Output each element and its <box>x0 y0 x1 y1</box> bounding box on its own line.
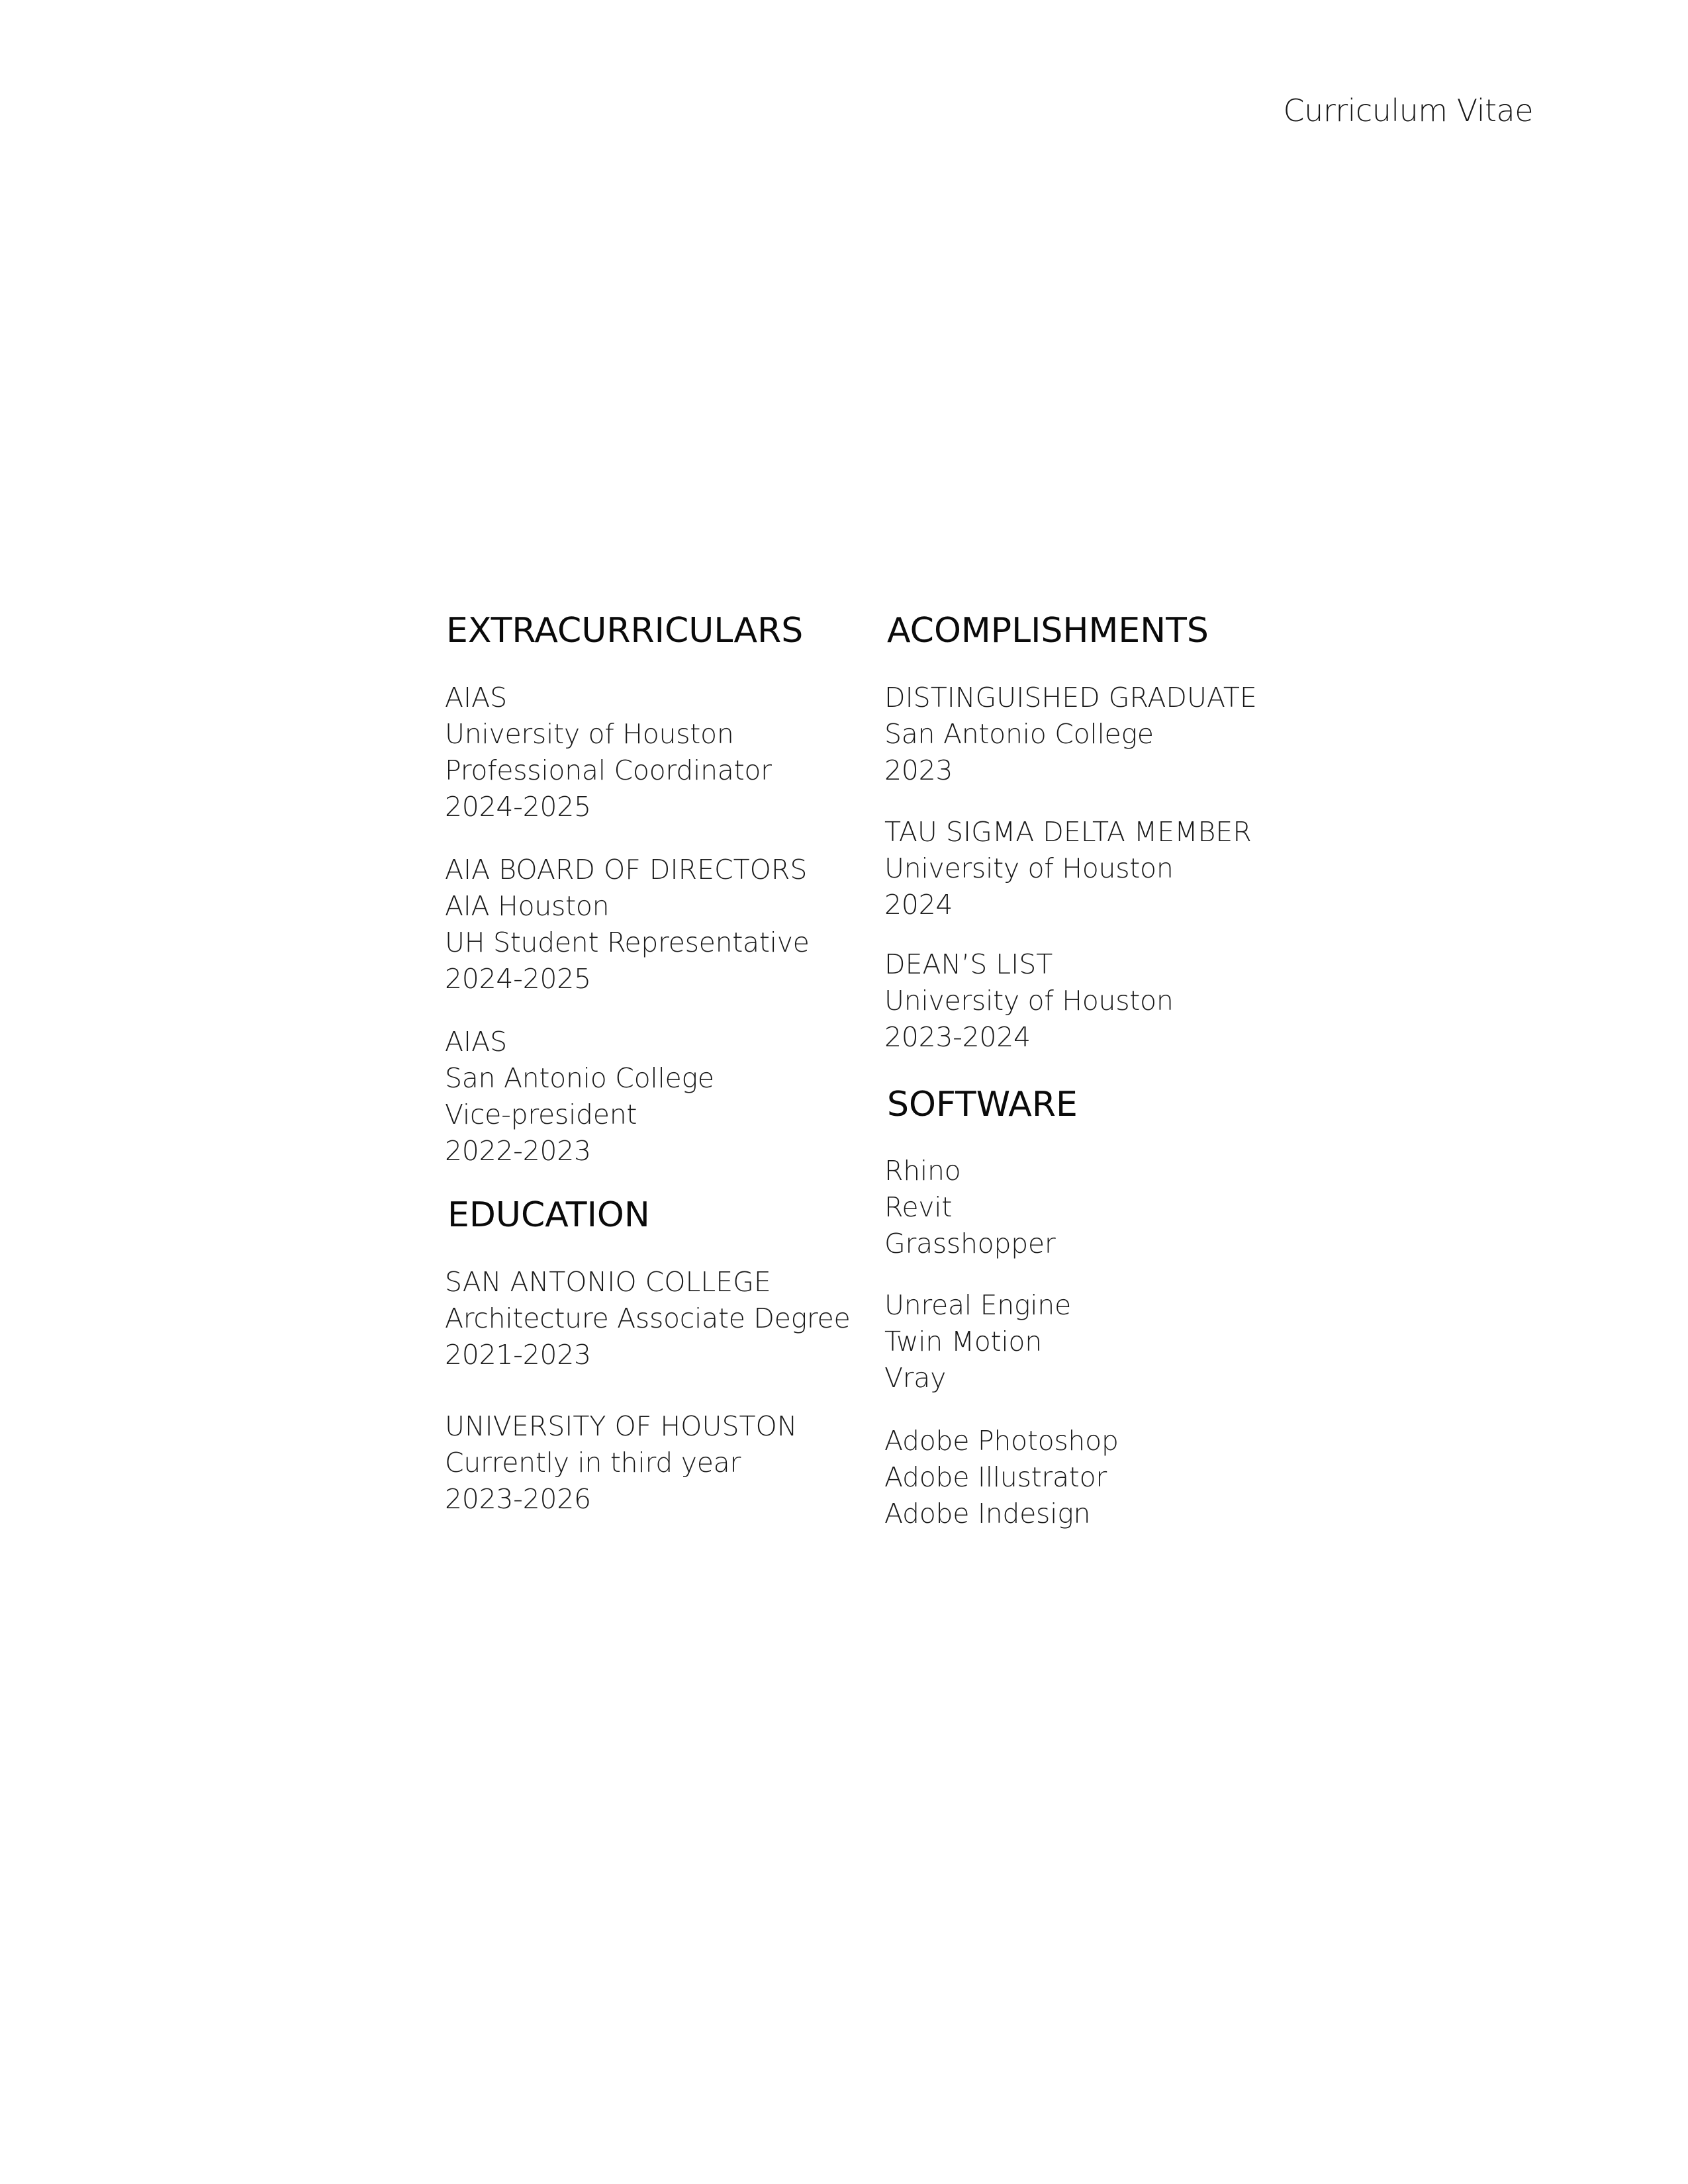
software-item: Adobe Indesign <box>884 1498 1091 1529</box>
entry-organization: San Antonio College <box>445 1062 714 1094</box>
accomplishments-heading: ACOMPLISHMENTS <box>887 611 1209 651</box>
accomplishment-entry <box>884 814 1252 923</box>
entry-years: 2024 <box>884 889 953 921</box>
software-item: Grasshopper <box>884 1228 1056 1259</box>
software-item: Vray <box>884 1362 947 1394</box>
entry-title: AIA BOARD OF DIRECTORS <box>445 854 808 886</box>
entry-role: UH Student Representative <box>445 927 810 958</box>
education-entry <box>445 1408 797 1518</box>
extracurricular-entry <box>445 680 772 825</box>
software-item: Twin Motion <box>884 1326 1042 1357</box>
document-title: Curriculum Vitae <box>1283 93 1533 128</box>
education-heading: EDUCATION <box>447 1195 650 1235</box>
entry-detail: Currently in third year <box>445 1447 741 1479</box>
accomplishment-entry <box>884 946 1174 1056</box>
entry-organization: AIA Houston <box>445 890 610 922</box>
extracurricular-entry <box>445 852 810 997</box>
software-group <box>884 1287 1071 1396</box>
entry-title: AIAS <box>445 682 508 713</box>
entry-detail: Architecture Associate Degree <box>445 1302 851 1334</box>
software-group <box>884 1153 1055 1262</box>
extracurricular-entry <box>445 1024 714 1169</box>
entry-title: SAN ANTONIO COLLEGE <box>445 1266 771 1298</box>
extracurriculars-heading: EXTRACURRICULARS <box>446 611 804 651</box>
entry-title: TAU SIGMA DELTA MEMBER <box>884 816 1252 848</box>
entry-role: Vice-president <box>445 1099 637 1130</box>
accomplishment-entry <box>884 680 1257 789</box>
entry-title: UNIVERSITY OF HOUSTON <box>445 1410 798 1442</box>
entry-years: 2021-2023 <box>445 1339 591 1371</box>
software-item: Adobe Photoshop <box>884 1425 1119 1457</box>
entry-years: 2023-2024 <box>884 1021 1031 1053</box>
software-item: Adobe Illustrator <box>884 1461 1107 1493</box>
entry-years: 2023-2026 <box>445 1483 591 1515</box>
software-item: Unreal Engine <box>884 1289 1071 1321</box>
entry-title: DISTINGUISHED GRADUATE <box>884 682 1257 713</box>
software-group <box>884 1423 1119 1532</box>
entry-organization: San Antonio College <box>884 718 1154 750</box>
entry-years: 2024-2025 <box>445 963 591 995</box>
entry-organization: University of Houston <box>884 985 1174 1017</box>
entry-role: Professional Coordinator <box>445 754 772 786</box>
entry-years: 2022-2023 <box>445 1135 591 1167</box>
education-entry <box>445 1264 850 1373</box>
software-item: Revit <box>884 1191 953 1223</box>
entry-title: AIAS <box>445 1026 508 1058</box>
entry-organization: University of Houston <box>884 852 1174 884</box>
software-item: Rhino <box>884 1155 961 1187</box>
entry-years: 2023 <box>884 754 953 786</box>
entry-organization: University of Houston <box>445 718 734 750</box>
entry-years: 2024-2025 <box>445 791 591 823</box>
entry-title: DEAN’S LIST <box>884 948 1053 980</box>
software-heading: SOFTWARE <box>887 1085 1078 1124</box>
